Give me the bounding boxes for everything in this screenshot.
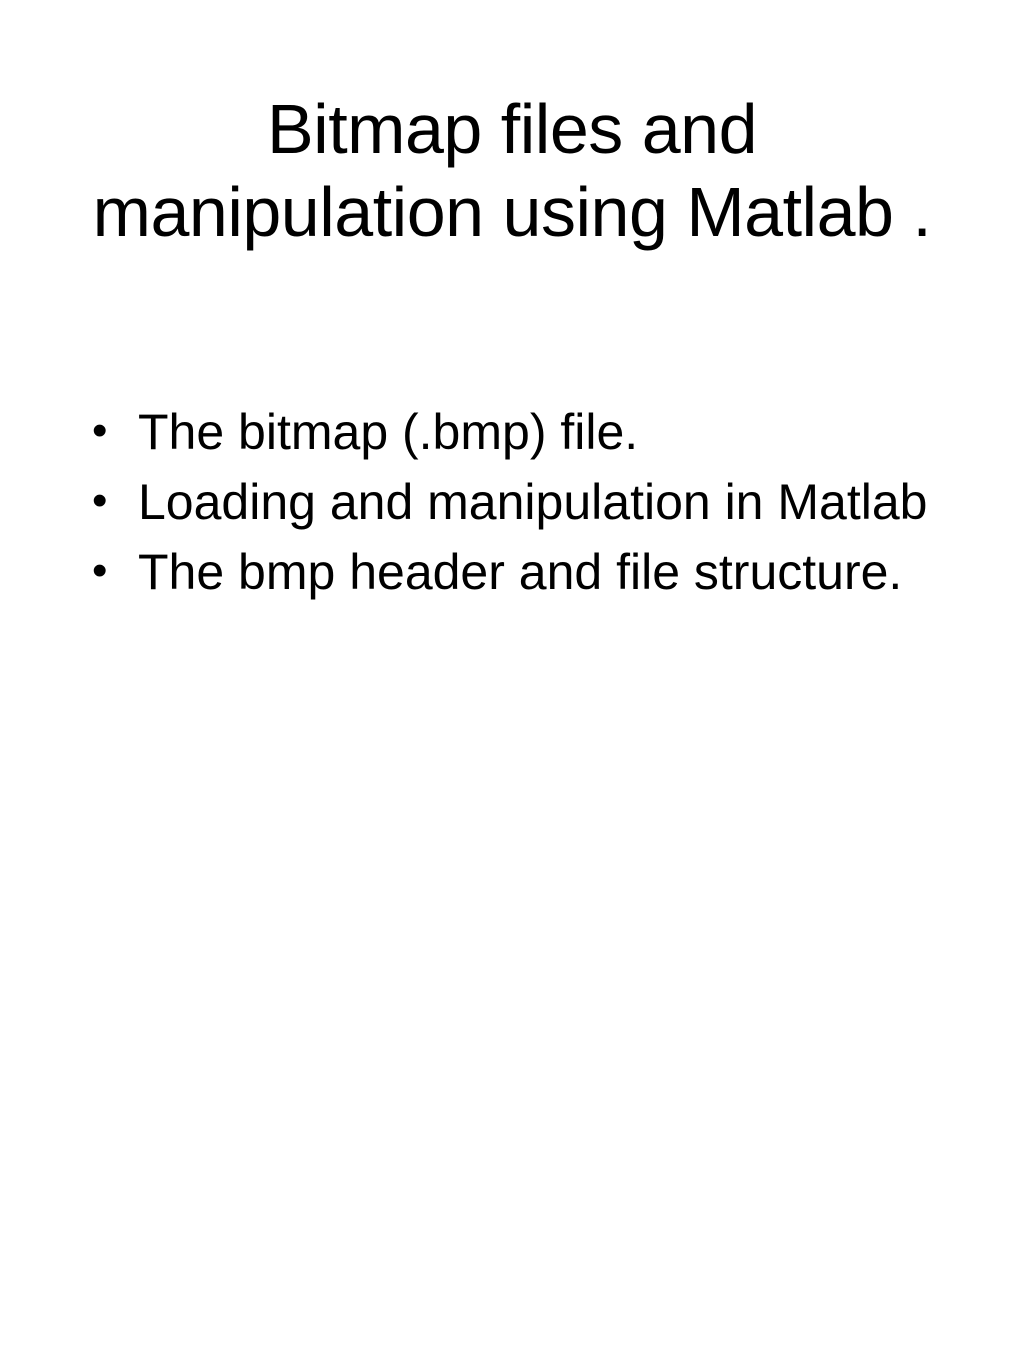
list-item bbox=[74, 470, 954, 534]
bullet-icon: • bbox=[92, 546, 108, 595]
page-title: Bitmap files and manipulation using Matlab . bbox=[92, 90, 932, 251]
list-item bbox=[74, 540, 954, 604]
bullet-list bbox=[74, 400, 954, 610]
list-item-label: The bitmap (.bmp) file. bbox=[138, 404, 639, 460]
list-item-label: The bmp header and file structure. bbox=[138, 544, 903, 600]
bullet-icon: • bbox=[92, 476, 108, 525]
bullet-icon: • bbox=[92, 406, 108, 455]
list-item-label: Loading and manipulation in Matlab bbox=[138, 474, 928, 530]
list-item bbox=[74, 400, 954, 464]
